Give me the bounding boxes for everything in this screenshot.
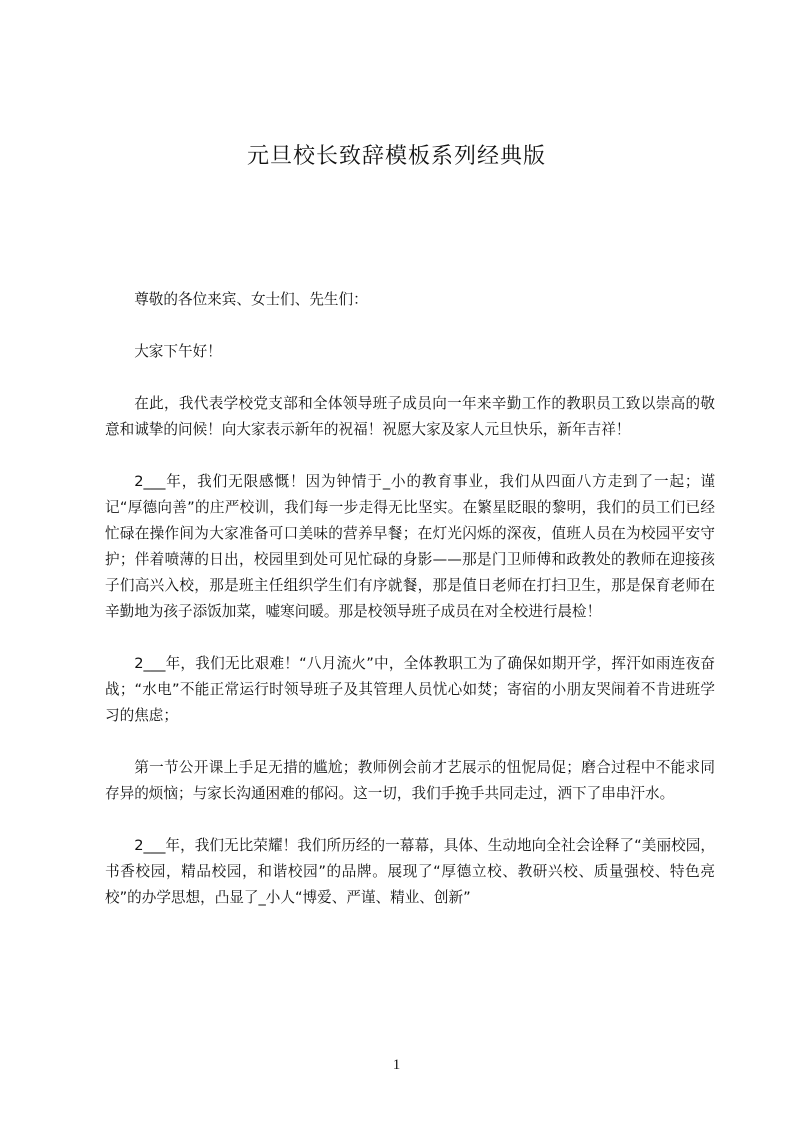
greeting: 大家下午好！	[134, 343, 222, 360]
paragraph: 2___年，我们无限感慨！因为钟情于_小的教育事业，我们从四面八方走到了一起；谨记“厚德向善”的庄严校训，我们每一步走得无比坚实。在繁星眨眼的黎明，我们的员工们已经忙碌在操作间为大家准备可口美味的营养早餐；在灯光闪烁的深夜，值班人员在为校园平安守护；伴着喷薄的日出，校园里到处可见忙碌的身影——那是门卫师傅和政教处的教师在迎接孩子们高兴入校，那是班主任组织学生们有序就餐，那是值日老师在打扫卫生，那是保育老师在辛勤地为孩子添饭加菜，嘘寒问暖。那是校领导班子成员在对全校进行晨检！	[105, 473, 715, 620]
document-title: 元旦校长致辞模板系列经典版	[246, 144, 546, 169]
page-number: 1	[392, 1057, 401, 1073]
document-body	[105, 287, 715, 937]
salutation: 尊敬的各位来宾、女士们、先生们：	[134, 291, 368, 308]
paragraph: 2___年，我们无比荣耀！我们所历经的一幕幕，具体、生动地向全社会诠释了“美丽校园，书香校园，精品校园，和谐校园”的品牌。展现了“厚德立校、教研兴校、质量强校、特色亮校”的办学思想，凸显了_小人“博爱、严谨、精业、创新”	[105, 837, 715, 906]
paragraph: 在此，我代表学校党支部和全体领导班子成员向一年来辛勤工作的教职员工致以崇高的敬意和诚挚的问候！向大家表示新年的祝福！祝愿大家及家人元旦快乐，新年吉祥！	[105, 395, 715, 438]
paragraph: 2___年，我们无比艰难！“八月流火”中，全体教职工为了确保如期开学，挥汗如雨连夜奋战；“水电”不能正常运行时领导班子及其管理人员忧心如焚；寄宿的小朋友哭闹着不肯进班学习的焦虑；	[105, 655, 715, 724]
paragraph: 第一节公开课上手足无措的尴尬；教师例会前才艺展示的忸怩局促；磨合过程中不能求同存异的烦恼；与家长沟通困难的郁闷。这一切，我们手挽手共同走过，洒下了串串汗水。	[105, 759, 715, 802]
